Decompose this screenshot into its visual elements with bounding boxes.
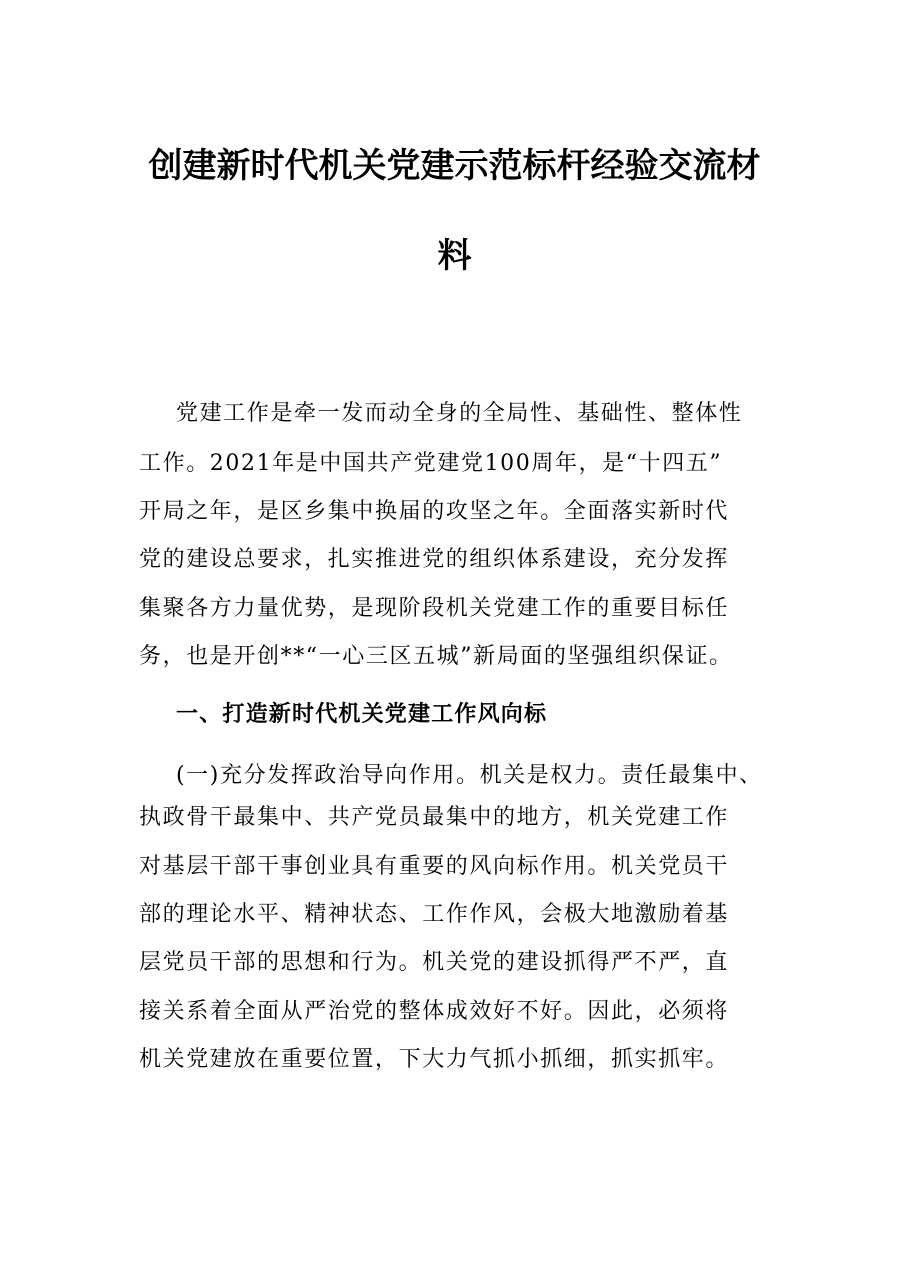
section1-line-3: 对基层干部干事创业具有重要的风向标作用。机关党员干	[139, 854, 730, 879]
document-title-line-1: 创建新时代机关党建示范标杆经验交流材	[148, 146, 761, 186]
intro-line-2: 工作。2021年是中国共产党建党100周年，是“十四五”	[139, 451, 723, 476]
intro-line-4: 党的建设总要求，扎实推进党的组织体系建设，充分发挥	[139, 547, 730, 572]
section1-line-2: 执政骨干最集中、共产党员最集中的地方，机关党建工作	[139, 805, 730, 830]
intro-line-6: 务，也是开创**“一心三区五城”新局面的坚强组织保证。	[139, 644, 733, 669]
intro-line-5: 集聚各方力量优势，是现阶段机关党建工作的重要目标任	[139, 596, 730, 621]
intro-line-3: 开局之年，是区乡集中换届的攻坚之年。全面落实新时代	[139, 499, 730, 524]
document-title-line-2: 料	[437, 236, 472, 276]
section1-line-5: 层党员干部的思想和行为。机关党的建设抓得严不严，直	[139, 950, 730, 975]
section1-line-1: (一)充分发挥政治导向作用。机关是权力。责任最集中、	[176, 763, 763, 788]
section-heading: 一、打造新时代机关党建工作风向标	[176, 701, 548, 727]
section1-line-6: 接关系着全面从严治党的整体成效好不好。因此，必须将	[139, 999, 730, 1024]
section1-line-4: 部的理论水平、精神状态、工作作风，会极大地激励着基	[139, 902, 730, 927]
intro-line-1: 党建工作是牵一发而动全身的全局性、基础性、整体性	[176, 401, 743, 426]
section1-line-7: 机关党建放在重要位置，下大力气抓小抓细，抓实抓牢。	[139, 1047, 730, 1072]
